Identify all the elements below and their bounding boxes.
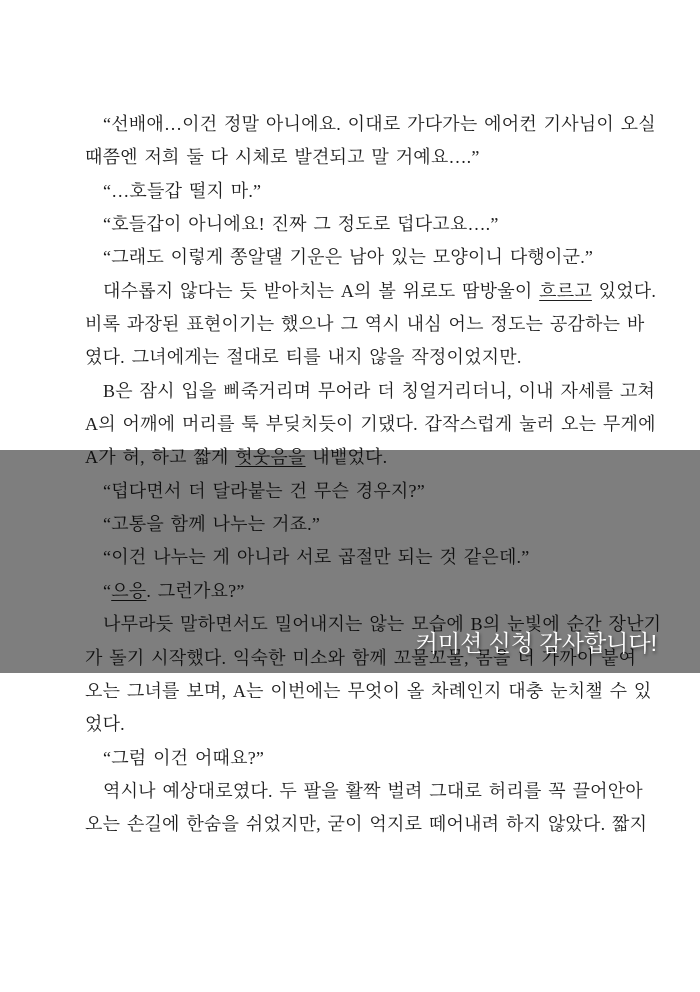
text-line [85,108,656,141]
text-line [85,241,610,274]
text-line [85,775,643,808]
commission-caption: 커미션 신청 감사합니다! [415,630,657,656]
text-segment: “호들갑이 아니에요! 진짜 그 정도로 덥다고요….” [103,214,499,235]
text-line [85,308,645,341]
text-segment: 오는 그녀를 보며, A는 이번에는 무엇이 올 차례인지 대충 눈치챌 수 있 [85,680,652,701]
text-line [85,708,610,741]
text-line [85,208,610,241]
text-segment: B은 잠시 입을 삐죽거리며 무어라 더 칭얼거리더니, 이내 자세를 고쳐 [103,380,656,401]
text-segment: 였다. 그녀에게는 절대로 티를 내지 않을 작정이었지만. [85,347,522,368]
text-line [85,141,610,174]
text-line [85,375,656,408]
text-line [85,275,657,308]
text-segment: “선배애…이건 정말 아니에요. 이대로 가다가는 에어컨 기사님이 오실 [103,114,656,134]
text-line [85,675,652,708]
text-line [85,341,610,374]
text-segment: “그럼 이건 어때요?” [103,747,265,768]
text-line [85,808,648,841]
text-segment: “그래도 이렇게 쫑알댈 기운은 남아 있는 모양이니 다행이군.” [103,247,594,268]
text-segment: 역시나 예상대로였다. 두 팔을 활짝 벌려 그대로 허리를 꼭 끌어안아 [103,780,643,801]
text-segment: A의 어깨에 머리를 툭 부딪치듯이 기댔다. 갑작스럽게 눌러 오는 무게에 [85,414,656,435]
text-segment: 대수롭지 않다는 듯 받아치는 A의 볼 위로도 땀방울이 [103,280,540,301]
text-line [85,175,610,208]
text-segment: 오는 손길에 한숨을 쉬었지만, 굳이 억지로 떼어내려 하지 않았다. 짧지 [85,814,648,835]
text-line [85,742,610,775]
underlined-text: 흐르고 [539,280,592,301]
text-segment: 있었다. [591,280,657,301]
text-segment: 었다. [85,714,125,735]
commission-overlay-band [0,450,700,673]
text-segment: 비록 과장된 표현이기는 했으나 그 역시 내심 어느 정도는 공감하는 바 [85,314,645,335]
text-segment: “…호들갑 떨지 마.” [103,180,262,201]
text-segment: 때쯤엔 저희 둘 다 시체로 발견되고 말 거예요….” [85,147,480,168]
text-line [85,408,656,441]
